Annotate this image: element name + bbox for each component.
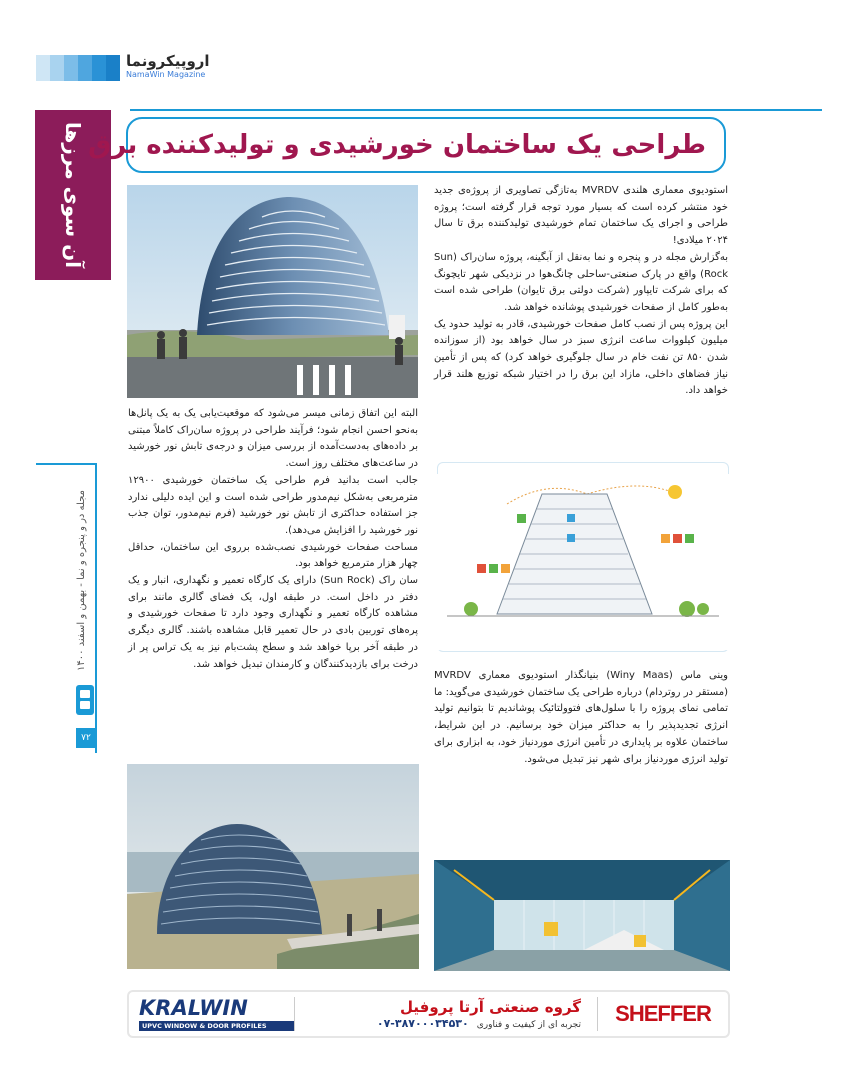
- paragraph: جالب است بدانید فرم طراحی یک ساختمان خورشیدی ۱۲۹۰۰ مترمربعی به‌شکل نیم‌مدور طراحی شده است و این ایده دلیلی ندارد جز استفاده حداکثری از تابش نور خورشید (فرم نیم‌مدور، توان جذب نور خورشید را افزایش می‌دهد).: [128, 474, 418, 536]
- paragraph: وینی ماس (Winy Maas) بنیانگذار استودیوی معماری MVRDV (مستقر در روتردام) درباره طراحی یک ساختمان خورشیدی می‌گوید: ما تمامی نمای پروژه را با سلول‌های فتوولتائیک پوشاندیم تا بتوانیم تولید انرژی تجدیدپذیر را به حداکثر میزان خود برسانیم. در این شرایط، ساختمان علاوه بر پایداری در تأمین انرژی موردنیاز خود، به ابزاری برای تولید انرژی موردنیاز برای شهر نیز تبدیل می‌شود.: [434, 670, 728, 765]
- building-section-diagram: [437, 474, 729, 650]
- strip-segment: [36, 55, 50, 81]
- building-render-photo: [127, 185, 418, 398]
- magazine-logo: [126, 52, 236, 84]
- window-icon: [76, 685, 94, 715]
- advertisement-banner[interactable]: [127, 990, 730, 1038]
- running-header-rule: [36, 463, 96, 465]
- page-number: ۷۲: [76, 728, 96, 748]
- sheffer-brand: SHEFFER: [615, 1001, 711, 1026]
- paragraph: سان راک (Sun Rock) دارای یک کارگاه تعمیر و نگهداری، انبار و یک دفتر در داخل است. در طبقه اول، یک فضای گالری مانند برای مشاهده کارگاه تعمیر و نگهداری وجود دارد تا صفحات خورشیدی و پره‌های توربین بادی در حال تعمیر قابل مشاهده باشند. گالری دیگری در طبقه آخر برپا خواهد شد و سطح پشت‌بام نیز به یک تراس پر از درخت برای بازدیدکنندگان و کارمندان تبدیل خواهد شد.: [128, 575, 418, 670]
- ad-company-name: گروه صنعتی آرتا پروفیل: [400, 997, 581, 1016]
- paragraph: این پروژه پس از نصب کامل صفحات خورشیدی، قادر به تولید حدود یک میلیون کیلووات ساعت انرژی سبز در سال خواهد بود (از سوزانده شدن ۸۵۰ تن نفت خام در سال جلوگیری خواهد کرد) که پس از تأمین نیاز فضاهای داخلی، مازاد این برق را در اختیار شبکه توزیع هلند قرار خواهد داد.: [434, 318, 728, 397]
- section-tab-label: آن سوی مرزها: [61, 121, 85, 269]
- logo-sub: NamaWin Magazine: [126, 70, 206, 79]
- logo-main: اروپیکرونما: [126, 52, 210, 70]
- paragraph: مساحت صفحات خورشیدی نصب‌شده برروی این ساختمان، حداقل چهار هزار مترمربع خواهد بود.: [128, 541, 418, 570]
- header-color-strip: [36, 55, 120, 81]
- strip-segment: [78, 55, 92, 81]
- title-box: [88, 117, 726, 173]
- kralwin-tagline: UPVC WINDOW & DOOR PROFILES: [139, 1021, 294, 1031]
- title-rule: [130, 109, 822, 111]
- ad-slogan-line: [295, 1017, 581, 1032]
- text-column-right-quote: [434, 668, 728, 768]
- coastal-render-photo: [127, 764, 419, 969]
- strip-segment: [64, 55, 78, 81]
- ad-company-info: [295, 992, 597, 1036]
- kralwin-logo: [129, 992, 294, 1036]
- kralwin-brand: KRALWIN: [139, 996, 248, 1020]
- text-column-left: [128, 406, 418, 673]
- paragraph: استودیوی معماری هلندی MVRDV به‌تازگی تصاویری از پروژه‌ی جدید خود منتشر کرده است که بسیار مورد توجه قرار گرفته است؛ پروژه طراحی و اجرای یک ساختمان تمام خورشیدی تولیدکننده برق تا سال ۲۰۲۴ میلادی!: [434, 185, 728, 247]
- paragraph: البته این اتفاق زمانی میسر می‌شود که موقعیت‌یابی یک به یک پانل‌ها به‌نحو احسن انجام شود؛ فرآیند طراحی در پروژه سان‌راک کاملاً مبتنی بر داده‌های به‌دست‌آمده از بررسی میزان و درجه‌ی تابش نور خورشید در ساعت‌های مختلف روز است.: [128, 408, 418, 470]
- ad-slogan: تجربه ای از کیفیت و فناوری: [476, 1019, 581, 1030]
- running-header-rule-vertical: [95, 463, 97, 753]
- strip-segment: [106, 55, 120, 81]
- strip-segment: [92, 55, 106, 81]
- ad-phone: ۰۷-۳۸۷۰۰۰۳۴۵۳۰: [376, 1016, 469, 1030]
- running-header-text: مجله در و پنجره و نما - بهمن و اسفند ۱۴۰۰: [76, 489, 87, 671]
- sheffer-logo: [598, 992, 728, 1036]
- paragraph: به‌گزارش مجله در و پنجره و نما به‌نقل از آبگینه، پروژه سان‌راک (Sun Rock) واقع در پارک صنعتی-ساحلی چانگ‌هوا در نزدیکی شهر تایچونگ که برای شرکت تایپاور (شرکت دولتی برق تایوان) طراحی شده است به‌طور کامل از صفحات خورشیدی پوشانده خواهد شد.: [434, 251, 728, 313]
- interior-workshop-photo: [434, 860, 730, 971]
- article-title: طراحی یک ساختمان خورشیدی و تولیدکننده برق: [88, 130, 706, 160]
- text-column-right-top: [434, 183, 728, 400]
- strip-segment: [50, 55, 64, 81]
